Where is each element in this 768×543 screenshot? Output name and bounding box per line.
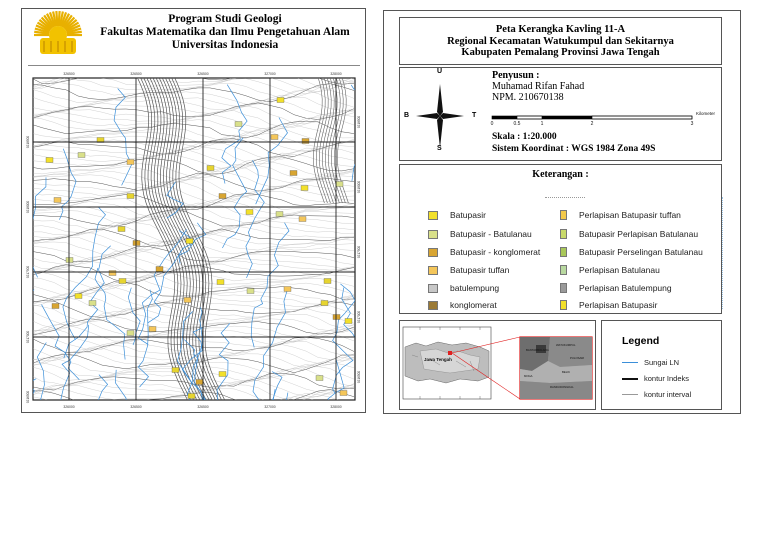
map-coord-right: 9218000: [357, 180, 361, 194]
keterangan-item: [560, 209, 681, 221]
topographic-map[interactable]: [22, 67, 367, 412]
outcrop-marker[interactable]: [119, 279, 126, 284]
map-coord-left: 9217500: [26, 265, 30, 279]
lithology-swatch: [428, 211, 438, 220]
bedding-label: Perlapisan Batulempung: [579, 283, 672, 293]
author-name: Muhamad Rifan Fahad: [492, 81, 585, 92]
outcrop-marker[interactable]: [52, 304, 59, 309]
keterangan-title-underline: [545, 197, 585, 198]
outcrop-marker[interactable]: [336, 182, 343, 187]
inset-region-label: BELIK: [562, 370, 570, 374]
scale-tick-label: 3: [690, 121, 694, 127]
right-layout-panel: [383, 10, 741, 414]
map-coord-left: 9218500: [26, 135, 30, 149]
outcrop-marker[interactable]: [184, 298, 191, 303]
outcrop-marker[interactable]: [219, 372, 226, 377]
coordinate-system-text: Sistem Koordinat : WGS 1984 Zona 49S: [492, 144, 656, 154]
outcrop-marker[interactable]: [196, 380, 203, 385]
map-coord-top: 326500: [63, 72, 75, 76]
bedding-symbol-swatch: [560, 210, 567, 220]
legend-line-symbol: [622, 394, 638, 395]
outcrop-marker[interactable]: [321, 301, 328, 306]
bedding-symbol-swatch: [560, 247, 567, 257]
bedding-label: Batupasir Perselingan Batulanau: [579, 247, 703, 257]
lithology-swatch: [428, 284, 438, 293]
keterangan-item: [428, 246, 540, 258]
outcrop-marker[interactable]: [75, 294, 82, 299]
outcrop-marker[interactable]: [302, 139, 309, 144]
lithology-label: Batupasir tuffan: [450, 265, 510, 275]
keterangan-item: [560, 228, 698, 240]
map-coord-top: 328000: [330, 72, 342, 76]
map-coord-top: 326500: [197, 72, 209, 76]
university-seal-logo: [30, 11, 86, 63]
interval-contour: [30, 406, 354, 421]
header-divider: [28, 65, 360, 66]
outcrop-marker[interactable]: [133, 241, 140, 246]
bedding-symbol-swatch: [560, 265, 567, 275]
outcrop-marker[interactable]: [207, 166, 214, 171]
map-title-line-2: Regional Kecamatan Watukumpul dan Sekitarnya: [447, 35, 674, 47]
outcrop-marker[interactable]: [333, 315, 340, 320]
north-arrow-compass: [402, 72, 478, 156]
lithology-swatch: [428, 301, 438, 310]
keterangan-title: Keterangan :: [532, 169, 589, 180]
outcrop-marker[interactable]: [186, 239, 193, 244]
outcrop-marker[interactable]: [172, 368, 179, 373]
outcrop-marker[interactable]: [156, 267, 163, 272]
bedding-symbol-swatch: [560, 283, 567, 293]
bedding-symbol-swatch: [560, 229, 567, 239]
legend-item-label: kontur Indeks: [644, 374, 690, 383]
scale-tick-label: 2: [590, 121, 594, 127]
outcrop-marker[interactable]: [46, 158, 53, 163]
compass-north-label: U: [437, 68, 443, 75]
map-legend-block: [601, 320, 722, 410]
map-coord-left: 9216500: [26, 390, 30, 404]
outcrop-marker[interactable]: [290, 171, 297, 176]
keterangan-item: [428, 228, 532, 240]
scale-tick-label: 1: [540, 121, 544, 127]
scale-tick-label: 0: [490, 121, 494, 127]
outcrop-marker[interactable]: [284, 287, 291, 292]
map-title-block: [399, 17, 722, 65]
inset-region-label: BANTARBOLANG: [526, 348, 549, 352]
outcrop-marker[interactable]: [246, 210, 253, 215]
bedding-label: Perlapisan Batulanau: [579, 265, 660, 275]
map-coord-right: 9217000: [357, 310, 361, 324]
left-map-panel: [21, 8, 366, 413]
header-line-2: Fakultas Matematika dan Ilmu Pengetahuan Alam: [100, 26, 350, 38]
map-title-line-3: Kabupaten Pemalang Provinsi Jawa Tengah: [461, 47, 660, 58]
outcrop-marker[interactable]: [217, 280, 224, 285]
legend-line-symbol: [622, 378, 638, 380]
map-coord-left: 9217000: [26, 330, 30, 344]
compass-east-label: T: [472, 112, 477, 119]
bedding-label: Batupasir Perlapisan Batulanau: [579, 229, 699, 239]
outcrop-marker[interactable]: [299, 217, 306, 222]
keterangan-block: [399, 164, 722, 314]
interval-contour: [30, 400, 354, 419]
outcrop-marker[interactable]: [149, 327, 156, 332]
lithology-swatch: [428, 230, 438, 239]
outcrop-marker[interactable]: [324, 279, 331, 284]
map-title-line-1: Peta Kerangka Kavling 11-A: [495, 24, 626, 35]
lithology-label: Batupasir - konglomerat: [450, 247, 541, 257]
header-line-3: Universitas Indonesia: [171, 39, 279, 51]
scale-bar: [490, 108, 716, 127]
outcrop-marker[interactable]: [109, 271, 116, 276]
bedding-label: Perlapisan Batupasir: [579, 300, 658, 310]
map-coord-right: 9217500: [357, 245, 361, 259]
lithology-label: Batupasir: [450, 210, 486, 220]
index-map[interactable]: [400, 321, 595, 409]
author-label: Penyusun :: [492, 70, 540, 81]
outcrop-marker[interactable]: [301, 186, 308, 191]
keterangan-right-edge-line: [722, 197, 723, 309]
outcrop-marker[interactable]: [89, 301, 96, 306]
keterangan-item: [428, 299, 497, 311]
outcrop-marker[interactable]: [340, 391, 347, 396]
outcrop-marker[interactable]: [118, 227, 125, 232]
legend-title: Legend: [622, 335, 660, 347]
outcrop-marker[interactable]: [277, 98, 284, 103]
outcrop-marker[interactable]: [316, 376, 323, 381]
lithology-label: batulempung: [450, 283, 500, 293]
map-coord-right: 9218500: [357, 115, 361, 129]
scale-unit-label: Kilometer: [696, 111, 716, 116]
legend-item-label: kontur interval: [644, 390, 692, 399]
author-npm: NPM. 210670138: [492, 92, 564, 103]
legend-item-label: Sungai LN: [644, 358, 680, 367]
keterangan-item: [428, 264, 509, 276]
bedding-symbol-swatch: [560, 300, 567, 310]
keterangan-item: [560, 282, 672, 294]
inset-region-label: WATUKUMPUL: [556, 343, 576, 347]
index-map-block: [399, 320, 596, 410]
outcrop-marker[interactable]: [78, 153, 85, 158]
inset-region-label: RANDUDONGKAL: [550, 385, 574, 389]
map-coord-top: 327000: [264, 72, 276, 76]
map-coord-bottom: 327000: [264, 405, 276, 409]
header-line-1: Program Studi Geologi: [168, 13, 282, 25]
outcrop-marker[interactable]: [271, 135, 278, 140]
lithology-label: konglomerat: [450, 300, 497, 310]
keterangan-item: [428, 282, 499, 294]
river-line: [270, 393, 288, 454]
outcrop-marker[interactable]: [66, 258, 73, 263]
keterangan-item: [560, 299, 657, 311]
index-map-region-label: Jawa Tengah: [424, 357, 452, 362]
outcrop-marker[interactable]: [127, 194, 134, 199]
outcrop-marker[interactable]: [235, 122, 242, 127]
scale-text: Skala : 1:20.000: [492, 132, 557, 142]
scale-tick-label: 0.5: [513, 121, 521, 127]
lithology-swatch: [428, 248, 438, 257]
institution-header: [28, 11, 360, 65]
keterangan-item: [560, 264, 660, 276]
outcrop-marker[interactable]: [54, 198, 61, 203]
outcrop-marker[interactable]: [188, 394, 195, 399]
outcrop-marker[interactable]: [127, 331, 134, 336]
map-coord-right: 9216500: [357, 370, 361, 384]
lithology-label: Batupasir - Batulanau: [450, 229, 532, 239]
bedding-label: Perlapisan Batupasir tuffan: [579, 210, 681, 220]
compass-west-label: B: [404, 112, 410, 119]
outcrop-marker[interactable]: [345, 319, 352, 324]
map-coord-bottom: 326000: [63, 405, 75, 409]
compass-south-label: S: [437, 145, 442, 152]
map-coord-bottom: 328000: [330, 405, 342, 409]
map-coord-bottom: 326500: [130, 405, 142, 409]
outcrop-marker[interactable]: [276, 212, 283, 217]
outcrop-marker[interactable]: [219, 194, 226, 199]
map-coord-left: 9218000: [26, 200, 30, 214]
outcrop-marker[interactable]: [247, 289, 254, 294]
outcrop-marker[interactable]: [127, 160, 134, 165]
inset-region-label: PULOSARI: [570, 356, 585, 360]
keterangan-item: [428, 209, 486, 221]
map-coord-top: 326500: [130, 72, 142, 76]
inset-region-label: MOGA: [524, 374, 533, 378]
legend-line-symbol: [622, 362, 638, 363]
lithology-swatch: [428, 266, 438, 275]
map-coord-bottom: 326500: [197, 405, 209, 409]
map-info-block: [399, 67, 722, 161]
keterangan-item: [560, 246, 703, 258]
